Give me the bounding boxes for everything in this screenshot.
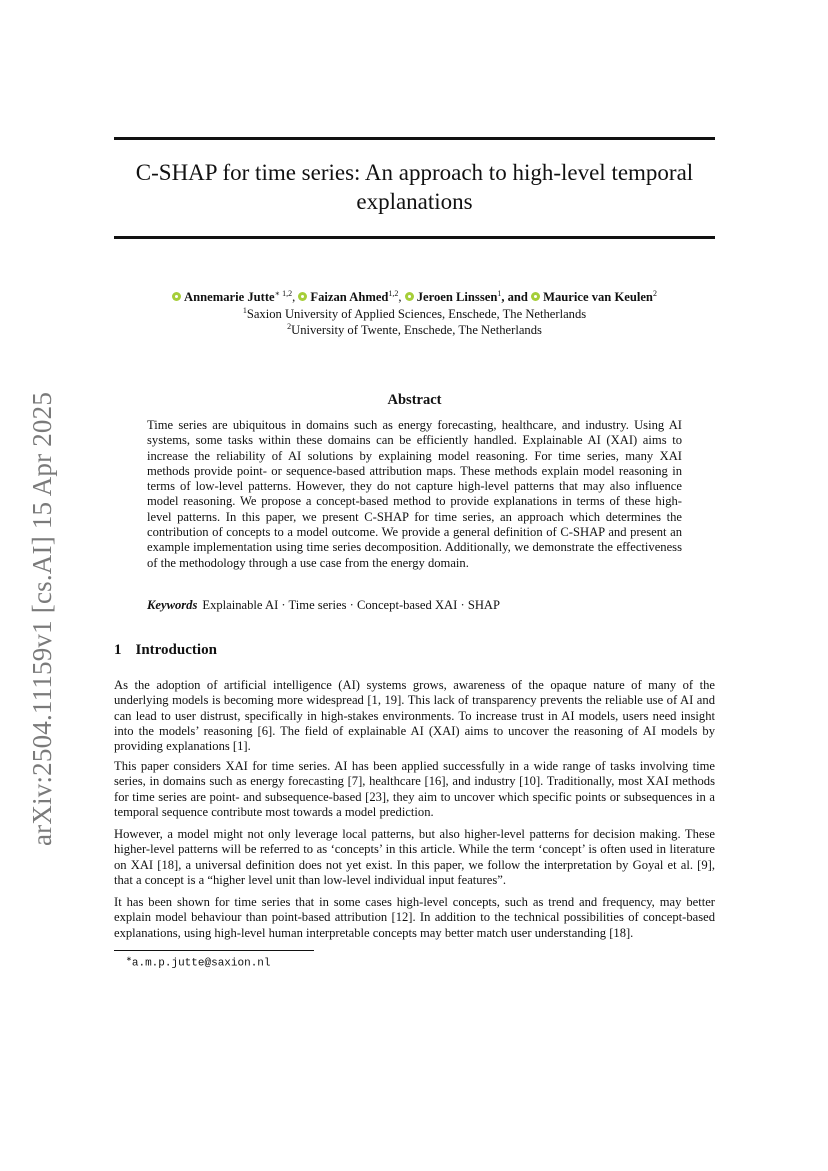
body-paragraph: This paper considers XAI for time series. AI has been applied successfully in a wide range of tasks involving time series, in domains such as energy forecasting [7], healthcare [16], and industry [10]. Traditionally, most XAI methods for time series are point- and subsequence-based [23], they aim to uncover which specific points or subsequences in a temporal sequence contribute most towards a model prediction. [114, 759, 715, 819]
arxiv-identifier: arXiv:2504.11159v1 [cs.AI] 15 Apr 2025 [27, 391, 57, 846]
section-title: Introduction [135, 642, 217, 658]
author-separator: , [398, 290, 402, 304]
section-heading [114, 642, 217, 659]
keywords-text: Explainable AI · Time series · Concept-based XAI · SHAP [202, 598, 501, 612]
orcid-icon[interactable] [531, 292, 540, 301]
author-name: Maurice van Keulen [543, 290, 653, 304]
title-top-rule [114, 137, 715, 140]
affiliation-mark: 2 [287, 321, 292, 331]
author-affiliation-mark: ∗ 1,2 [274, 288, 293, 298]
footnote-mark: ∗ [126, 955, 132, 963]
paper-title: C-SHAP for time series: An approach to high-level temporal explanations [135, 160, 694, 214]
footnote [126, 955, 271, 970]
author-list [114, 289, 715, 305]
footnote-email[interactable]: a.m.p.jutte@saxion.nl [131, 957, 271, 970]
title-bottom-rule [114, 236, 715, 239]
abstract-text: Time series are ubiquitous in domains such as energy forecasting, healthcare, and industry. Using AI systems, some tasks within these domains can be efficiently handled. Explainable AI (XAI) aims to increase the reliability of AI solutions by explaining model reasoning. For time series, many XAI methods provide point- or sequence-based attribution maps. These methods explain model reasoning in terms of low-level patterns. However, they do not capture high-level patterns that may also influence model reasoning. We propose a concept-based method to provide explanations in terms of these high-level patterns. In this paper, we present C-SHAP for time series, an approach which determines the contribution of concepts to a model outcome. We provide a general definition of C-SHAP and present an example implementation using time series decomposition. Additionally, we demonstrate the effectiveness of the methodology through a use case from the energy domain. [147, 418, 682, 570]
author-affiliation-mark: 1,2 [388, 288, 399, 298]
author-affiliation-mark: 1 [497, 288, 502, 298]
orcid-icon[interactable] [405, 292, 414, 301]
body-paragraph: However, a model might not only leverage local patterns, but also higher-level patterns for decision making. These higher-level patterns will be referred to as ‘concepts’ in this article. While the term ‘concept’ is often used in literature on XAI [18], a universal definition does not yet exist. In this paper, we follow the interpretation by Goyal et al. [9], that a concept is a “higher level unit than low-level individual input features”. [114, 827, 715, 887]
author-name: Annemarie Jutte [184, 290, 275, 304]
affiliation-text: University of Twente, Enschede, The Netherlands [291, 323, 542, 337]
abstract-heading: Abstract [387, 392, 442, 408]
orcid-icon[interactable] [298, 292, 307, 301]
affiliation-text: Saxion University of Applied Sciences, Enschede, The Netherlands [246, 307, 587, 321]
affiliation [114, 322, 715, 338]
affiliation-mark: 1 [242, 305, 247, 315]
affiliation [114, 306, 715, 322]
author-affiliation-mark: 2 [652, 288, 657, 298]
section-number: 1 [114, 642, 122, 658]
body-paragraph: As the adoption of artificial intelligence (AI) systems grows, awareness of the opaque nature of many of the underlying models is becoming more widespread [1, 19]. This lack of transparency prevents the reliable use of AI and can lead to user distrust, specifically in high-stakes environments. To increase trust in AI models, users need insight into the models’ reasoning [6]. The field of explainable AI (XAI) aims to uncover the reasoning of AI models by providing explanations [1]. [114, 678, 715, 754]
body-paragraph: It has been shown for time series that in some cases high-level concepts, such as trend and frequency, may better explain model behaviour than point-based attribution [12]. In addition to the technical possibilities of concept-based explanations, using high-level human interpretable concepts may better match user understanding [18]. [114, 895, 715, 940]
author-name: Faizan Ahmed [310, 290, 389, 304]
author-name: Jeroen Linssen [416, 290, 498, 304]
author-separator: , and [501, 290, 528, 304]
keywords [147, 598, 682, 613]
author-separator: , [292, 290, 296, 304]
orcid-icon[interactable] [172, 292, 181, 301]
footnote-rule [114, 950, 314, 951]
keywords-label: Keywords [147, 598, 198, 612]
